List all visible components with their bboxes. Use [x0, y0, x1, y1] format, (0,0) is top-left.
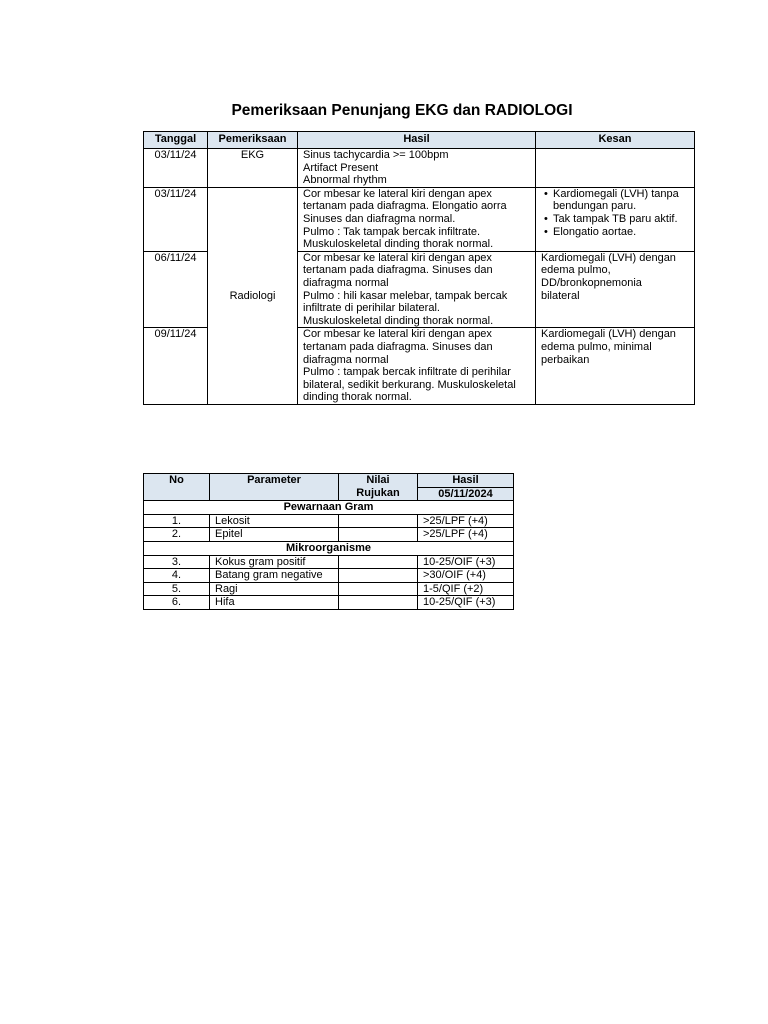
result-line: Sinus tachycardia >= 100bpm — [303, 149, 449, 161]
section-row — [144, 501, 514, 515]
result-line: diafragma normal — [303, 276, 389, 289]
result-line: tertanam pada diafragma. Sinuses dan — [303, 340, 493, 353]
result-line: Artifact Present — [303, 161, 379, 174]
result-line: Muskuloskeletal dinding thorak normal. — [303, 314, 494, 327]
table-row — [144, 555, 514, 569]
reference-cell — [339, 569, 418, 583]
header-reference-line: Rujukan — [356, 486, 400, 499]
impression-cell — [536, 149, 695, 188]
impression-item: • Tak tampak TB paru aktif. — [541, 213, 689, 226]
result-cell: >25/LPF (+4) — [418, 528, 514, 542]
table-row — [144, 514, 514, 528]
date-cell: 09/11/24 — [144, 328, 208, 405]
header-hasil: Hasil — [298, 132, 536, 149]
impression-item: • Kardiomegali (LVH) tanpa bendungan paru. — [541, 188, 689, 213]
result-line: bilateral, sedikit berkurang. Muskuloskeletal — [303, 378, 516, 391]
parameter-cell: Epitel — [210, 528, 339, 542]
result-line: dinding thorak normal. — [303, 391, 412, 404]
result-cell: 10-25/OIF (+3) — [418, 555, 514, 569]
row-number: 2. — [144, 528, 210, 542]
result-line: Muskuloskeletal dinding thorak normal. — [303, 238, 494, 251]
impression-line: bilateral — [541, 289, 580, 302]
result-cell: >30/OIF (+4) — [418, 569, 514, 583]
date-cell: 06/11/24 — [144, 251, 208, 328]
reference-cell — [339, 528, 418, 542]
header-parameter: Parameter — [210, 474, 339, 501]
header-result-date: 05/11/2024 — [418, 487, 514, 501]
parameter-cell: Hifa — [210, 596, 339, 610]
impression-line: Kardiomegali (LVH) dengan — [541, 251, 676, 264]
result-line: Pulmo : Tak tampak bercak infiltrate. — [303, 225, 481, 238]
impression-line: perbaikan — [541, 353, 590, 366]
result-line: Cor mbesar ke lateral kiri dengan apex — [303, 328, 492, 341]
date-cell: 03/11/24 — [144, 187, 208, 251]
result-line: Abnormal rhythm — [303, 174, 387, 187]
impression-cell — [536, 187, 695, 251]
row-number: 1. — [144, 514, 210, 528]
impression-cell — [536, 328, 695, 405]
row-number: 6. — [144, 596, 210, 610]
gram-stain-table — [143, 473, 514, 610]
reference-cell — [339, 596, 418, 610]
page-title: Pemeriksaan Penunjang EKG dan RADIOLOGI — [231, 102, 573, 119]
result-line: diafragma normal — [303, 353, 389, 366]
result-line: Pulmo : tampak bercak infiltrate di perihilar — [303, 366, 511, 379]
header-pemeriksaan: Pemeriksaan — [208, 132, 298, 149]
impression-line: DD/bronkopnemonia — [541, 276, 642, 289]
exam-cell: EKG — [208, 149, 298, 188]
reference-cell — [339, 514, 418, 528]
header-reference-line: Nilai — [366, 474, 390, 486]
impression-item: • Elongatio aortae. — [541, 226, 689, 239]
impression-cell — [536, 251, 695, 328]
row-number: 3. — [144, 555, 210, 569]
table-row — [144, 569, 514, 583]
table-row — [144, 149, 695, 188]
parameter-cell: Kokus gram positif — [210, 555, 339, 569]
reference-cell — [339, 582, 418, 596]
result-cell: 10-25/QIF (+3) — [418, 596, 514, 610]
result-line: tertanam pada diafragma. Elongatio aorra — [303, 200, 507, 213]
result-line: Cor mbesar ke lateral kiri dengan apex — [303, 251, 492, 264]
section-title: Mikroorganisme — [144, 541, 514, 555]
table-header-row — [144, 474, 514, 488]
parameter-cell: Batang gram negative — [210, 569, 339, 583]
header-no: No — [144, 474, 210, 501]
header-kesan: Kesan — [536, 132, 695, 149]
exam-cell-radiologi: Radiologi — [208, 187, 298, 405]
impression-list — [541, 188, 689, 238]
result-cell: >25/LPF (+4) — [418, 514, 514, 528]
parameter-cell: Ragi — [210, 582, 339, 596]
impression-line: edema pulmo, minimal — [541, 340, 652, 353]
result-cell — [298, 187, 536, 251]
result-cell: 1-5/QIF (+2) — [418, 582, 514, 596]
header-result: Hasil — [418, 474, 514, 488]
header-reference — [339, 474, 418, 501]
reference-cell — [339, 555, 418, 569]
table-row — [144, 582, 514, 596]
result-cell — [298, 251, 536, 328]
section-row — [144, 541, 514, 555]
impression-line: Kardiomegali (LVH) dengan — [541, 328, 676, 341]
parameter-cell: Lekosit — [210, 514, 339, 528]
table-row — [144, 528, 514, 542]
section-title: Pewarnaan Gram — [144, 501, 514, 515]
result-cell — [298, 328, 536, 405]
table-row — [144, 187, 695, 251]
result-line: Cor mbesar ke lateral kiri dengan apex — [303, 187, 492, 200]
result-line: Pulmo : hili kasar melebar, tampak bercak — [303, 289, 508, 302]
header-tanggal: Tanggal — [144, 132, 208, 149]
date-cell: 03/11/24 — [144, 149, 208, 188]
row-number: 5. — [144, 582, 210, 596]
table-row — [144, 596, 514, 610]
ekg-radiology-table — [143, 131, 695, 405]
table-header-row — [144, 132, 695, 149]
result-line: infiltrate di perihilar bilateral. — [303, 302, 440, 315]
result-line: Sinuses dan diafragma normal. — [303, 212, 456, 225]
row-number: 4. — [144, 569, 210, 583]
result-line: tertanam pada diafragma. Sinuses dan — [303, 264, 493, 277]
result-cell — [298, 149, 536, 188]
impression-line: edema pulmo, — [541, 264, 611, 277]
